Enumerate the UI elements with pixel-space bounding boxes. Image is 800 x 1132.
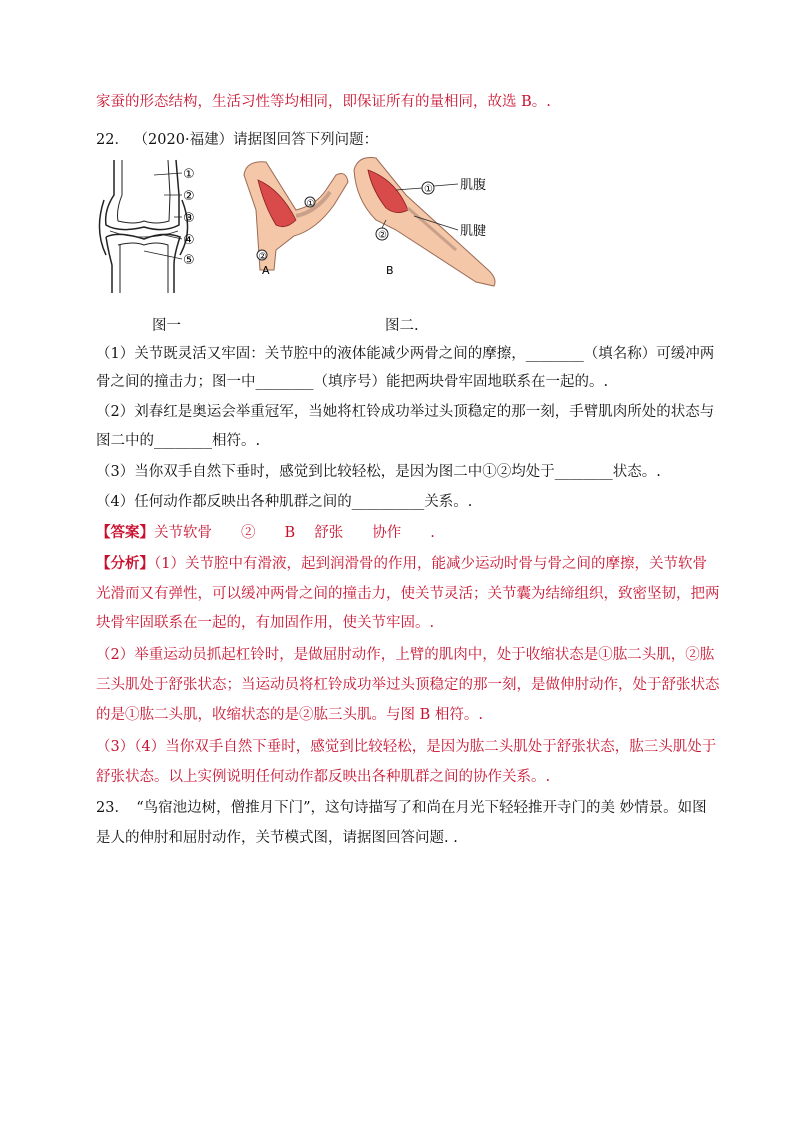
question-4: （4）任何动作都反映出各种肌群之间的__________关系。. xyxy=(96,494,473,510)
figure-label-a: A xyxy=(262,264,270,277)
fig1-label-3: ③ xyxy=(183,211,195,226)
question-1-line-2: 骨之间的撞击力；图一中________（填序号）能把两块骨牢固地联系在一起的。. xyxy=(96,374,609,390)
question-23-line-2: 是人的伸肘和屈肘动作，关节模式图，请据图回答问题. . xyxy=(96,830,458,846)
figA-num-2: ② xyxy=(258,252,267,262)
figA-num-1: ① xyxy=(306,199,315,209)
caption-figure-1: 图一 xyxy=(152,318,181,334)
question-22-title: 22． （2020·福建）请据图回答下列问题： xyxy=(96,132,379,148)
fig1-label-5: ⑤ xyxy=(183,253,195,268)
question-1-line-1: （1）关节既灵活又牢固：关节腔中的液体能减少两骨之间的摩擦，________（填名称）可缓冲两 xyxy=(96,346,715,362)
analysis-line-7: （3）（4）当你双手自然下垂时，感觉到比较轻松，是因为肱二头肌处于舒张状态，肱三头肌处于 xyxy=(96,739,717,755)
analysis-line-1 xyxy=(96,554,707,574)
label-tendon: 肌腱 xyxy=(460,224,487,239)
answer-text: 关节软骨 ② B 舒张 协作 . xyxy=(154,525,435,541)
caption-figure-2: 图二. xyxy=(385,318,419,334)
answer-line xyxy=(96,523,435,543)
figure-1-joint-diagram xyxy=(94,155,216,295)
figB-num-1: ① xyxy=(424,184,433,195)
question-2-line-1: （2）刘春红是奥运会举重冠军，当她将杠铃成功举过头顶稳定的那一刻，手臂肌肉所处的状态与 xyxy=(96,404,715,420)
analysis-line-2: 光滑而又有弹性，可以缓冲两骨之间的撞击力，使关节灵活；关节囊为结缔组织，致密坚韧，把两 xyxy=(96,586,720,602)
question-23-line-1: 23． “鸟宿池边树，僧推月下门”，这句诗描写了和尚在月光下轻轻推开寺门的美 妙情景。如图 xyxy=(96,800,707,816)
label-muscle-belly: 肌腹 xyxy=(460,178,487,193)
analysis-line-8: 舒张状态。以上实例说明任何动作都反映出各种肌群之间的协作关系。. xyxy=(96,769,551,785)
question-3: （3）当你双手自然下垂时，感觉到比较轻松，是因为图二中①②均处于________状态。. xyxy=(96,464,661,480)
analysis-line-6: 的是①肱二头肌，收缩状态的是②肱三头肌。与图 B 相符。. xyxy=(96,707,483,723)
figB-num-2: ② xyxy=(378,230,387,241)
analysis-line-3: 块骨牢固联系在一起的，有加固作用，使关节牢固。. xyxy=(96,615,435,631)
figure-2-arm-muscle-diagram xyxy=(236,150,536,295)
prev-answer-text: 家蚕的形态结构，生活习性等均相同，即保证所有的量相同，故选 B。. xyxy=(96,94,551,110)
analysis-line-4: （2）举重运动员抓起杠铃时，是做屈肘动作，上臂的肌肉中，处于收缩状态是①肱二头肌，②肱 xyxy=(96,647,715,663)
fig1-label-1: ① xyxy=(183,167,195,182)
fig1-label-2: ② xyxy=(183,189,195,204)
answer-label: 【答案】 xyxy=(96,524,154,541)
question-2-line-2: 图二中的________相符。. xyxy=(96,433,261,449)
fig1-label-4: ④ xyxy=(183,233,195,248)
analysis-text-1: （1）关节腔中有滑液，起到润滑骨的作用，能减少运动时骨与骨之间的摩擦，关节软骨 xyxy=(154,556,707,572)
figure-label-b: B xyxy=(386,264,394,277)
analysis-label: 【分析】 xyxy=(96,555,154,572)
analysis-line-5: 三头肌处于舒张状态；当运动员将杠铃成功举过头顶稳定的那一刻，是做伸肘动作，处于舒张状态 xyxy=(96,677,720,693)
